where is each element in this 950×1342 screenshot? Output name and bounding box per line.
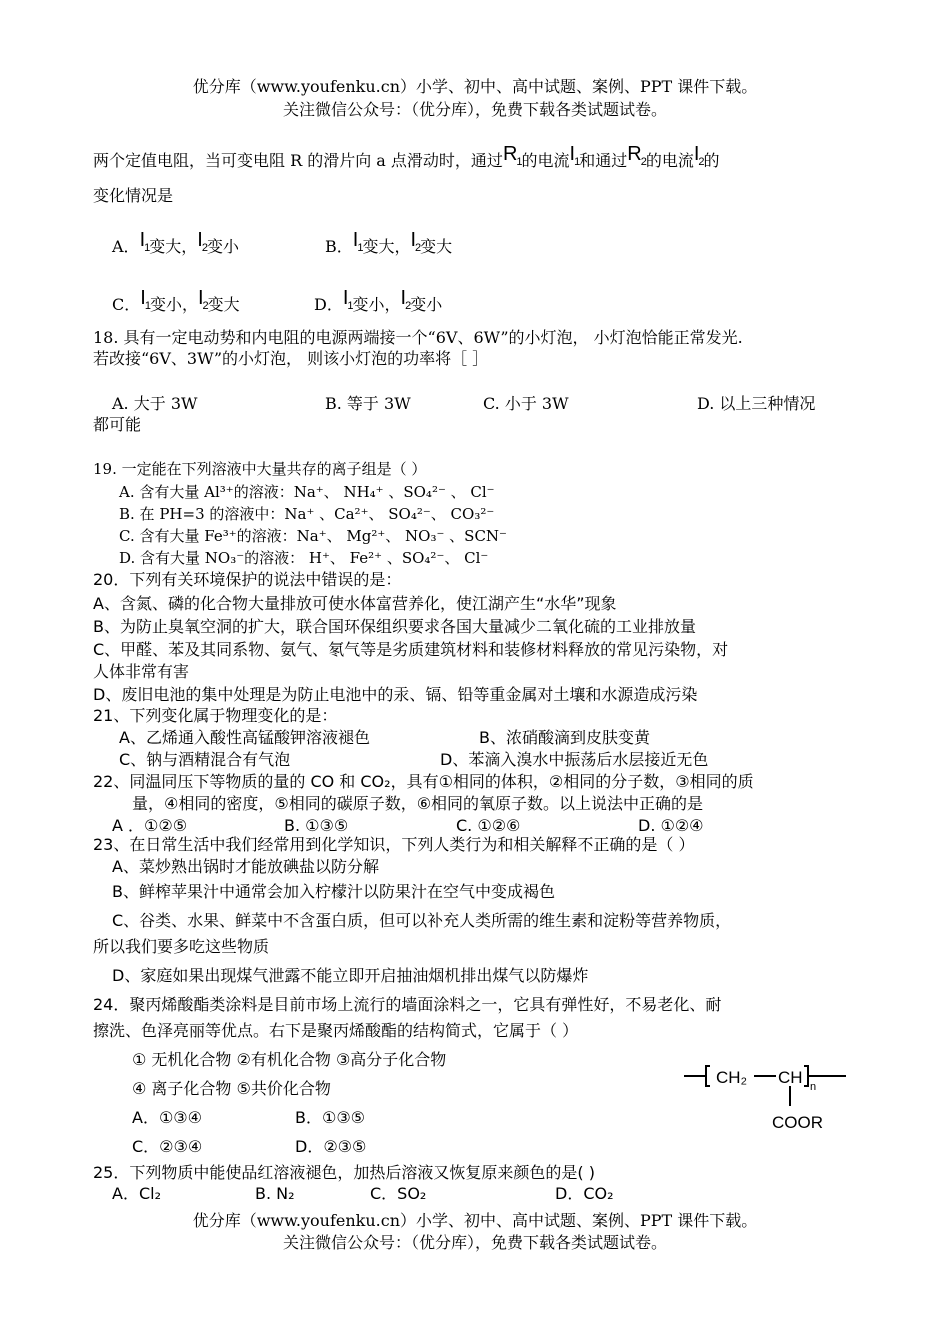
q17-option-c: C．$I_1$变小，$I_2$变大 xyxy=(112,287,240,314)
q21-option-b: B、浓硝酸滴到皮肤变黄 xyxy=(479,728,650,747)
r2-symbol: $R_2$ xyxy=(627,143,646,168)
q22-option-d: D. ①②④ xyxy=(638,816,704,835)
footer-line-2: 关注微信公众号：（优分库），免费下载各类试题试卷。 xyxy=(282,1233,667,1252)
q17-option-a: A．$I_1$变大，$I_2$变小 xyxy=(112,229,239,256)
q23-stem: 23、在日常生活中我们经常用到化学知识，下列人类行为和相关解释不正确的是（ ） xyxy=(93,835,695,854)
q25-option-d: D．CO₂ xyxy=(555,1184,614,1203)
q19-option-c: C. 含有大量 Fe³⁺的溶液：Na⁺、 Mg²⁺、 NO₃⁻ 、SCN⁻ xyxy=(119,527,507,545)
q17-text-4: 的电流 xyxy=(645,151,694,170)
q21-option-c: C、钠与酒精混合有气泡 xyxy=(119,750,291,769)
q18-stem-line-2: 若改接“6V、3W”的小灯泡， 则该小灯泡的功率将［ ］ xyxy=(93,349,489,368)
q23-option-b: B、鲜榨苹果汁中通常会加入柠檬汁以防果汁在空气中变成褐色 xyxy=(112,882,555,901)
q22-option-a: A ．①②⑤ xyxy=(112,816,188,835)
q24-items-line-1: ① 无机化合物 ②有机化合物 ③高分子化合物 xyxy=(132,1050,447,1069)
q20-option-c-line-1: C、甲醛、苯及其同系物、氨气、氡气等是劣质建筑材料和装修材料释放的常见污染物，对 xyxy=(93,640,729,659)
i1-symbol: $I_1$ xyxy=(569,143,580,168)
q22-option-c: C. ①②⑥ xyxy=(456,816,521,835)
bracket-left xyxy=(706,1066,710,1086)
struct-coor-label: COOR xyxy=(772,1113,823,1132)
q18-option-a: A. 大于 3W xyxy=(112,394,198,413)
q21-option-a: A、乙烯通入酸性高锰酸钾溶液褪色 xyxy=(119,728,370,747)
q17-stem-line-2: 变化情况是 xyxy=(93,186,174,205)
q17-text-1: 两个定值电阻，当可变电阻 R 的滑片向 a 点滑动时，通过 xyxy=(93,151,503,170)
q19-option-a: A. 含有大量 Al³⁺的溶液：Na⁺、 NH₄⁺ 、SO₄²⁻ 、 Cl⁻ xyxy=(119,483,495,501)
q25-option-a: A．Cl₂ xyxy=(112,1184,161,1203)
q17-text-3: 和通过 xyxy=(579,151,628,170)
q17-text-2: 的电流 xyxy=(521,151,570,170)
header-line-2: 关注微信公众号：（优分库），免费下载各类试题试卷。 xyxy=(282,100,667,119)
q20-option-a: A、含氮、磷的化合物大量排放可使水体富营养化，使江湖产生“水华”现象 xyxy=(93,594,617,613)
q22-option-b: B. ①③⑤ xyxy=(284,816,349,835)
r1-symbol: $R_1$ xyxy=(502,143,522,168)
q18-option-d-cont: 都可能 xyxy=(93,415,142,434)
q24-option-b: B．①③⑤ xyxy=(295,1108,366,1127)
q19-stem: 19. 一定能在下列溶液中大量共存的离子组是（ ） xyxy=(93,460,427,478)
q17-text-5: 的 xyxy=(703,151,720,170)
q25-option-c: C．SO₂ xyxy=(370,1184,427,1203)
q18-stem-line-1: 18. 具有一定电动势和内电阻的电源两端接一个“6V、6W”的小灯泡， 小灯泡恰能正常发光. xyxy=(93,328,743,347)
q23-option-c-line-2: 所以我们要多吃这些物质 xyxy=(93,937,270,956)
q21-stem: 21、下列变化属于物理变化的是： xyxy=(93,706,338,725)
q17-stem xyxy=(93,143,720,178)
q25-stem: 25．下列物质中能使品红溶液褪色，加热后溶液又恢复原来颜色的是( ) xyxy=(93,1163,595,1182)
q18-option-c: C. 小于 3W xyxy=(483,394,569,413)
q22-stem-line-2: 量，④相同的密度，⑤相同的碳原子数，⑥相同的氧原子数。以上说法中正确的是 xyxy=(132,794,704,813)
footer-line-1: 优分库（www.youfenku.cn）小学、初中、高中试题、案例、PPT 课件下载。 xyxy=(192,1211,758,1230)
q21-option-d: D、苯滴入溴水中振荡后水层接近无色 xyxy=(440,750,709,769)
q19-option-b: B. 在 PH=3 的溶液中：Na⁺ 、Ca²⁺、 SO₄²⁻、 CO₃²⁻ xyxy=(119,505,495,523)
q23-option-a: A、菜炒熟出锅时才能放碘盐以防分解 xyxy=(112,857,379,876)
q25-option-b: B. N₂ xyxy=(255,1184,295,1203)
q24-option-d: D．②③⑤ xyxy=(295,1137,367,1156)
q23-option-c-line-1: C、谷类、水果、鲜菜中不含蛋白质，但可以补充人类所需的维生素和淀粉等营养物质， xyxy=(112,911,732,930)
q20-option-d: D、废旧电池的集中处理是为防止电池中的汞、镉、铅等重金属对土壤和水源造成污染 xyxy=(93,685,698,704)
header-line-1: 优分库（www.youfenku.cn）小学、初中、高中试题、案例、PPT 课件下载。 xyxy=(192,77,758,96)
polyacrylate-structure-image xyxy=(680,1062,850,1142)
q22-stem-line-1: 22、同温同压下等物质的量的 CO 和 CO₂，具有①相同的体积，②相同的分子数，③相同的质 xyxy=(93,772,754,791)
i2-symbol: $I_2$ xyxy=(693,143,704,168)
q24-stem-line-1: 24．聚丙烯酸酯类涂料是目前市场上流行的墙面涂料之一，它具有弹性好，不易老化、耐 xyxy=(93,995,722,1014)
q20-option-c-line-2: 人体非常有害 xyxy=(93,662,190,681)
q17-option-b: B．$I_1$变大，$I_2$变大 xyxy=(325,229,453,256)
q24-stem-line-2: 擦洗、色泽亮丽等优点。右下是聚丙烯酸酯的结构简式，它属于（ ） xyxy=(93,1021,579,1040)
q24-items-line-2: ④ 离子化合物 ⑤共价化合物 xyxy=(132,1079,331,1098)
q17-option-d: D．$I_1$变小，$I_2$变小 xyxy=(314,287,443,314)
struct-ch-label: CH xyxy=(778,1068,803,1087)
q19-option-d: D. 含有大量 NO₃⁻的溶液： H⁺、 Fe²⁺ 、SO₄²⁻、 Cl⁻ xyxy=(119,549,489,567)
q18-option-b: B. 等于 3W xyxy=(325,394,411,413)
struct-n-label: n xyxy=(810,1081,817,1093)
q20-stem: 20．下列有关环境保护的说法中错误的是： xyxy=(93,570,402,589)
q18-option-d: D. 以上三种情况 xyxy=(697,394,816,413)
q20-option-b: B、为防止臭氧空洞的扩大，联合国环保组织要求各国大量减少二氧化硫的工业排放量 xyxy=(93,617,696,636)
bracket-right xyxy=(804,1066,808,1086)
q23-option-d: D、家庭如果出现煤气泄露不能立即开启抽油烟机排出煤气以防爆炸 xyxy=(112,966,589,985)
q24-option-c: C．②③④ xyxy=(132,1137,203,1156)
q24-option-a: A．①③④ xyxy=(132,1108,202,1127)
struct-ch2-label: CH₂ xyxy=(716,1068,748,1087)
